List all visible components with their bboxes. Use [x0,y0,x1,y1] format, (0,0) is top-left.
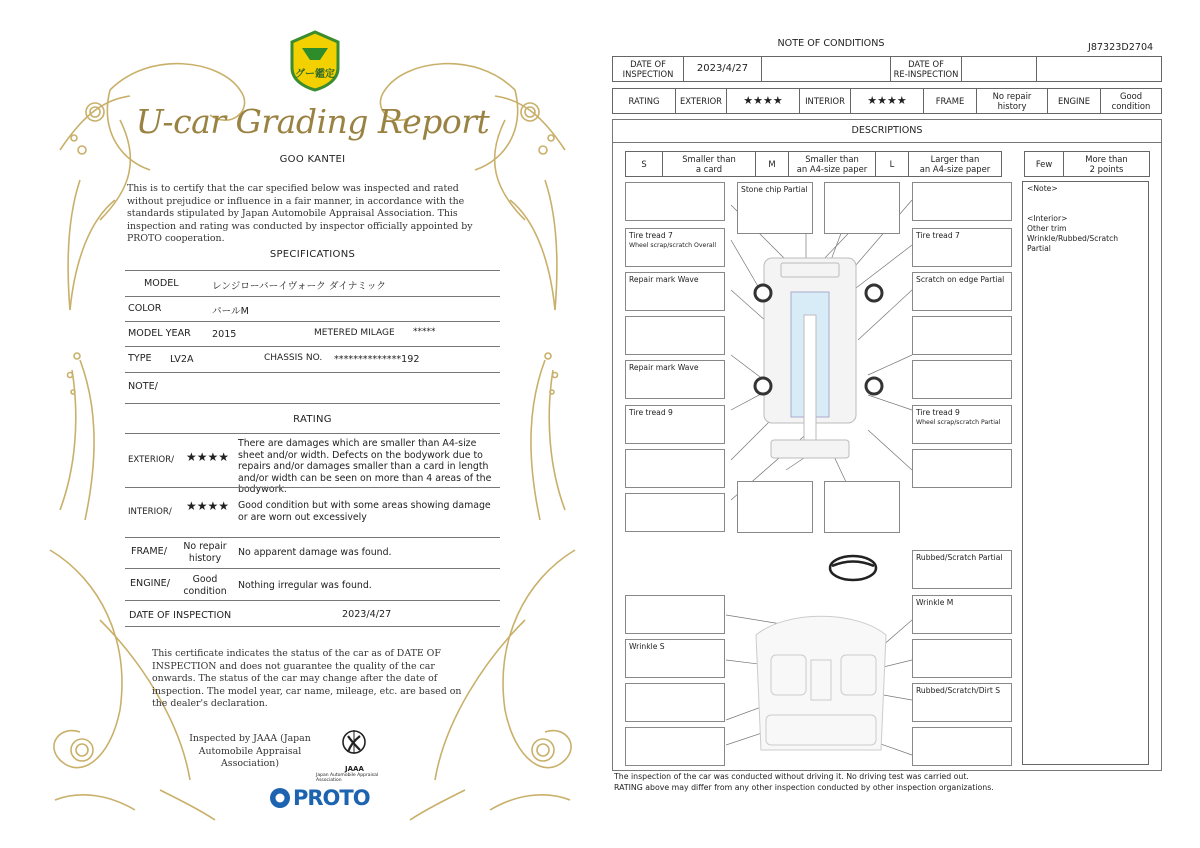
damage-box [912,360,1012,399]
box-subtext: Wheel scrap/scratch Partial [916,419,1001,426]
damage-box [912,316,1012,355]
reinspection-label [890,56,962,82]
model-year-label: MODEL YEAR [128,328,191,339]
value-line: No repair [992,91,1032,101]
box-text: Tire tread 9 [916,408,960,417]
date-inspection-value: 2023/4/27 [683,56,762,82]
date-of-inspection-label: DATE OF INSPECTION [129,610,232,621]
damage-box [625,595,725,634]
damage-box [912,449,1012,488]
divider [125,568,500,569]
frame-value-line: history [188,552,222,564]
interior-stars: ★★★★ [850,88,924,114]
box-text: Wrinkle M [916,598,954,607]
engine-description: Nothing irregular was found. [238,580,372,591]
legend-line: Smaller than [682,154,736,164]
damage-box [912,639,1012,678]
damage-box [625,182,725,221]
type-value: LV2A [170,354,194,365]
divider [125,600,500,601]
box-text: Tire tread 7 [916,231,960,240]
box-subtext: Wheel scrap/scratch Overall [629,242,717,249]
value-line: history [997,101,1027,111]
label-line: RE-INSPECTION [893,69,959,79]
interior-stars: ★★★★ [186,499,230,513]
damage-box [824,182,900,234]
specifications-heading: SPECIFICATIONS [269,249,356,260]
interior-label: INTERIOR/ [128,507,172,517]
divider [125,403,500,404]
notes-panel [1022,181,1149,765]
label-line: DATE OF [908,59,944,69]
damage-box [912,727,1012,766]
model-value: レンジローバーイヴォーク ダイナミック [212,281,387,292]
noc-footer [614,771,1166,793]
divider [125,487,500,488]
report-subtitle: GOO KANTEI [279,154,346,165]
footer-line: RATING above may differ from any other inspection conducted by other inspection organizations. [614,783,994,792]
box-text: Tire tread 9 [629,408,673,417]
metered-mileage-value: ***** [413,327,436,337]
legend-l: L [875,151,909,177]
value-line: Good [1119,91,1143,101]
damage-box-tire-rear-left [625,405,725,444]
damage-box-repair-rear [625,360,725,399]
engine-value-line: condition [183,585,227,597]
proto-wordmark: PROTO [293,786,370,810]
divider [125,270,500,271]
box-text: Repair mark Wave [629,275,699,284]
interior-description: Good condition but with some areas showing damage or are worn out excessively [238,500,491,523]
divider [125,433,500,434]
engine-value [1100,88,1162,114]
goo-kantei-badge [288,30,342,92]
interior-label: INTERIOR [799,88,851,114]
box-text: Rubbed/Scratch Partial [916,553,1003,562]
engine-value-line: Good [192,574,218,585]
chassis-value: **************192 [334,354,420,365]
damage-box [625,683,725,722]
legend-m: M [755,151,789,177]
certificate-disclaimer: This certificate indicates the status of the car as of DATE OF INSPECTION and does not guarantee the quality of the car onwards. The status of the car may change after the date of inspection. The model year, car name, mileage, etc. are based on the dealer's declaration. [152,648,462,710]
divider [125,346,500,347]
note-line: Partial [1027,244,1051,253]
color-label: COLOR [128,303,162,314]
spacer [1027,194,1144,214]
damage-box-rubbed-dirt [912,683,1012,722]
label-line: INSPECTION [622,69,674,79]
damage-box [625,316,725,355]
damage-box [625,493,725,532]
certification-statement: This is to certify that the car specified below was inspected and rated without prejudice or influence in a fair manner, in accordance with the standards stipulated by Japan Automobile Appraisal Association. This inspection and rating was conducted by inspector officially appointed by PROTO cooperation. [127,183,473,245]
note-of-conditions [606,30,1166,800]
frame-value [976,88,1048,114]
blank-cell [1036,56,1162,82]
blank-cell [761,56,891,82]
jaaa-logo [340,728,368,762]
damage-box [824,481,900,533]
divider [125,296,500,297]
type-label: TYPE [128,353,152,364]
box-text: Rubbed/Scratch/Dirt S [916,686,1001,695]
damage-box-rubbed-partial [912,550,1012,589]
footer-line: The inspection of the car was conducted without driving it. No driving test was carried out. [614,772,969,781]
legend-l-desc [908,151,1002,177]
metered-mileage-label: METERED MILAGE [314,328,395,338]
exterior-stars: ★★★★ [726,88,800,114]
divider [125,626,500,627]
frame-label: FRAME [923,88,977,114]
frame-label: FRAME/ [131,546,167,557]
damage-box [912,182,1012,221]
legend-s: S [625,151,663,177]
frame-value-line: No repair [183,541,227,552]
exterior-stars: ★★★★ [186,450,230,464]
damage-box-wrinkle-s [625,639,725,678]
note-line: Wrinkle/Rubbed/Scratch [1027,234,1119,243]
interior-header: <Interior> [1027,214,1068,223]
date-inspection-label [612,56,684,82]
damage-box-scratch-edge [912,272,1012,311]
color-value: パールM [212,306,249,317]
box-text: Wrinkle S [629,642,665,651]
legend-line: Smaller than [805,154,859,164]
damage-box-stone-chip [737,182,813,234]
jaaa-subtext: Japan Automobile Appraisal Association [316,773,379,783]
damage-box [737,481,813,533]
noc-title: NOTE OF CONDITIONS [777,38,885,49]
engine-value [180,574,230,597]
divider [125,372,500,373]
legend-few: Few [1024,151,1064,177]
rating-label: RATING [612,88,676,114]
engine-label: ENGINE [1047,88,1101,114]
damage-box-wrinkle-m [912,595,1012,634]
noc-reference-id: J87323D2704 [1088,42,1154,53]
damage-box-tire-front-left [625,228,725,267]
jaaa-wordmark: JAAA [345,765,364,773]
legend-line: an A4-size paper [919,164,991,174]
legend-line: an A4-size paper [796,164,868,174]
exterior-label: EXTERIOR [675,88,727,114]
damage-box [625,727,725,766]
note-label: NOTE/ [128,381,158,392]
note-header: <Note> [1027,184,1058,193]
model-year-value: 2015 [212,329,237,340]
reinspection-value [961,56,1037,82]
frame-description: No apparent damage was found. [238,547,392,558]
rating-heading: RATING [293,414,332,425]
damage-box-tire-rear-right [912,405,1012,444]
damage-box-tire-front-right [912,228,1012,267]
divider [125,537,500,538]
legend-line: a card [695,164,723,174]
legend-m-desc [788,151,876,177]
exterior-label: EXTERIOR/ [128,455,174,465]
descriptions-heading: DESCRIPTIONS [612,119,1162,143]
report-title: U-car Grading Report [135,102,490,141]
frame-value [180,541,230,564]
legend-line: Larger than [930,154,980,164]
box-text: Scratch on edge Partial [916,275,1005,284]
value-line: condition [1111,101,1151,111]
engine-label: ENGINE/ [130,578,170,589]
label-line: DATE OF [630,59,666,69]
divider [125,321,500,322]
box-text: Stone chip Partial [741,185,808,194]
inspected-by: Inspected by JAAA (Japan Automobile Appraisal Association) [189,733,311,770]
chassis-label: CHASSIS NO. [264,353,323,363]
box-text: Tire tread 7 [629,231,673,240]
box-text: Repair mark Wave [629,363,699,372]
damage-box-repair-front [625,272,725,311]
grading-certificate [40,20,585,830]
date-of-inspection-value: 2023/4/27 [342,609,392,620]
legend-more [1063,151,1150,177]
legend-line: 2 points [1089,164,1124,174]
model-label: MODEL [144,278,179,289]
badge-text: グー鑑定 [295,69,335,80]
exterior-description: There are damages which are smaller than A4-size sheet and/or width. Defects on the bodywork due to repairs and/or damages smaller than a card in length and/or width can be seen on more than 4 areas of the bodywork. [238,438,492,496]
legend-line: More than [1085,154,1128,164]
note-line: Other trim [1027,224,1067,233]
damage-box [625,449,725,488]
legend-s-desc [662,151,756,177]
